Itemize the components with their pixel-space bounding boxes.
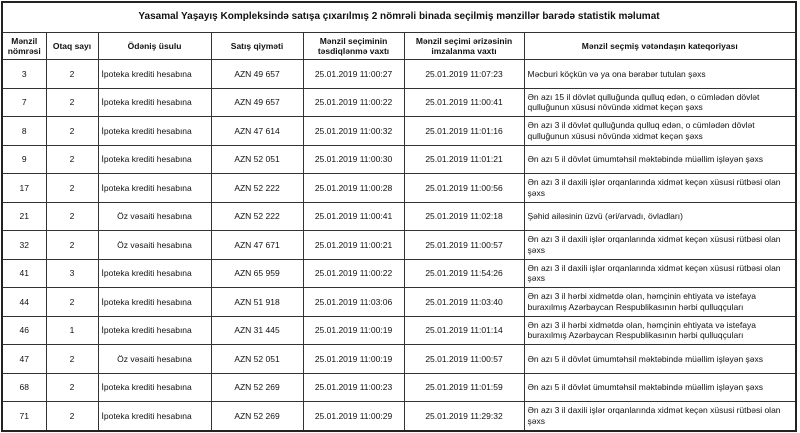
cell-price: AZN 52 222 [211, 174, 303, 203]
title-row [2, 2, 796, 33]
cell-apartment-no: 32 [2, 231, 46, 260]
cell-price: AZN 51 918 [211, 288, 303, 317]
cell-payment: Öz vəsaiti hesabına [98, 231, 211, 260]
cell-price: AZN 52 051 [211, 145, 303, 174]
cell-payment: Öz vəsaiti hesabına [98, 202, 211, 231]
col-header-sign-time: Mənzil seçimi ərizəsinin imzalanma vaxtı [404, 33, 524, 60]
cell-apartment-no: 21 [2, 202, 46, 231]
cell-rooms: 2 [46, 373, 98, 402]
cell-price: AZN 49 657 [211, 60, 303, 89]
cell-price: AZN 49 657 [211, 88, 303, 117]
table-body [2, 60, 796, 431]
cell-sign-time: 25.01.2019 11:54:26 [404, 259, 524, 288]
cell-rooms: 2 [46, 202, 98, 231]
cell-apartment-no: 44 [2, 288, 46, 317]
col-header-price: Satış qiyməti [211, 33, 303, 60]
cell-confirm-time: 25.01.2019 11:00:30 [303, 145, 404, 174]
cell-price: AZN 47 671 [211, 231, 303, 260]
table-row [2, 88, 796, 117]
cell-price: AZN 52 051 [211, 345, 303, 374]
cell-rooms: 1 [46, 316, 98, 345]
table-row [2, 373, 796, 402]
cell-sign-time: 25.01.2019 11:01:21 [404, 145, 524, 174]
cell-apartment-no: 68 [2, 373, 46, 402]
col-header-apartment-no: Mənzil nömrəsi [2, 33, 46, 60]
cell-confirm-time: 25.01.2019 11:00:22 [303, 88, 404, 117]
table-row [2, 259, 796, 288]
cell-category: Ən azı 3 il daxili işlər orqanlarında xidmət keçən xüsusi rütbəsi olan şəxs [524, 231, 796, 260]
cell-category: Ən azı 15 il dövlət qulluğunda qulluq edən, o cümlədən dövlət qulluğunun xüsusi növündə xidmət keçən şəxs [524, 88, 796, 117]
cell-confirm-time: 25.01.2019 11:00:19 [303, 345, 404, 374]
cell-apartment-no: 41 [2, 259, 46, 288]
cell-category: Şəhid ailəsinin üzvü (əri/arvadı, övladları) [524, 202, 796, 231]
col-header-category: Mənzil seçmiş vətəndaşın kateqoriyası [524, 33, 796, 60]
cell-rooms: 2 [46, 345, 98, 374]
col-header-confirm-time: Mənzil seçiminin təsdiqlənmə vaxtı [303, 33, 404, 60]
cell-confirm-time: 25.01.2019 11:00:27 [303, 60, 404, 89]
table-row [2, 316, 796, 345]
table-row [2, 402, 796, 431]
cell-confirm-time: 25.01.2019 11:00:23 [303, 373, 404, 402]
cell-sign-time: 25.01.2019 11:29:32 [404, 402, 524, 431]
cell-category: Ən azı 3 il daxili işlər orqanlarında xidmət keçən xüsusi rütbəsi olan şəxs [524, 402, 796, 431]
cell-rooms: 2 [46, 145, 98, 174]
cell-sign-time: 25.01.2019 11:07:23 [404, 60, 524, 89]
cell-confirm-time: 25.01.2019 11:00:29 [303, 402, 404, 431]
cell-category: Ən azı 5 il dövlət ümumtəhsil məktəbində müəllim işləyən şəxs [524, 373, 796, 402]
cell-apartment-no: 9 [2, 145, 46, 174]
table-row [2, 60, 796, 89]
cell-apartment-no: 3 [2, 60, 46, 89]
cell-apartment-no: 46 [2, 316, 46, 345]
table-row [2, 345, 796, 374]
col-header-rooms: Otaq sayı [46, 33, 98, 60]
cell-sign-time: 25.01.2019 11:03:40 [404, 288, 524, 317]
cell-category: Ən azı 3 il dövlət qulluğunda qulluq edən, o cümlədən dövlət qulluğunun xüsusi növündə xidmət keçən şəxs [524, 117, 796, 146]
table-row [2, 202, 796, 231]
cell-price: AZN 52 269 [211, 373, 303, 402]
cell-sign-time: 25.01.2019 11:00:56 [404, 174, 524, 203]
cell-price: AZN 47 614 [211, 117, 303, 146]
cell-price: AZN 65 959 [211, 259, 303, 288]
cell-price: AZN 52 269 [211, 402, 303, 431]
cell-sign-time: 25.01.2019 11:01:16 [404, 117, 524, 146]
cell-confirm-time: 25.01.2019 11:00:32 [303, 117, 404, 146]
cell-payment: İpoteka krediti hesabına [98, 117, 211, 146]
cell-category: Ən azı 3 il hərbi xidmətdə olan, həmçinin ehtiyata və istefaya buraxılmış Azərbaycan Respublikasının hərbi qulluqçuları [524, 288, 796, 317]
cell-apartment-no: 47 [2, 345, 46, 374]
cell-sign-time: 25.01.2019 11:01:14 [404, 316, 524, 345]
cell-confirm-time: 25.01.2019 11:03:06 [303, 288, 404, 317]
cell-rooms: 2 [46, 174, 98, 203]
cell-price: AZN 52 222 [211, 202, 303, 231]
cell-price: AZN 31 445 [211, 316, 303, 345]
cell-rooms: 2 [46, 231, 98, 260]
cell-category: Ən azı 5 il dövlət ümumtəhsil məktəbində müəllim işləyən şəxs [524, 345, 796, 374]
cell-sign-time: 25.01.2019 11:00:57 [404, 231, 524, 260]
table-row [2, 117, 796, 146]
cell-category: Ən azı 3 il daxili işlər orqanlarında xidmət keçən xüsusi rütbəsi olan şəxs [524, 259, 796, 288]
cell-apartment-no: 8 [2, 117, 46, 146]
col-header-payment: Ödəniş üsulu [98, 33, 211, 60]
table-row [2, 174, 796, 203]
cell-rooms: 2 [46, 60, 98, 89]
cell-category: Ən azı 3 il hərbi xidmətdə olan, həmçinin ehtiyata və istefaya buraxılmış Azərbaycan Respublikasının hərbi qulluqçuları [524, 316, 796, 345]
table-row [2, 288, 796, 317]
cell-confirm-time: 25.01.2019 11:00:19 [303, 316, 404, 345]
cell-category: Ən azı 5 il dövlət ümumtəhsil məktəbində müəllim işləyən şəxs [524, 145, 796, 174]
cell-apartment-no: 7 [2, 88, 46, 117]
cell-sign-time: 25.01.2019 11:00:57 [404, 345, 524, 374]
cell-payment: İpoteka krediti hesabına [98, 316, 211, 345]
cell-sign-time: 25.01.2019 11:01:59 [404, 373, 524, 402]
cell-confirm-time: 25.01.2019 11:00:41 [303, 202, 404, 231]
cell-rooms: 3 [46, 259, 98, 288]
cell-category: Məcburi köçkün və ya ona bərabər tutulan şəxs [524, 60, 796, 89]
cell-payment: İpoteka krediti hesabına [98, 402, 211, 431]
cell-confirm-time: 25.01.2019 11:00:28 [303, 174, 404, 203]
cell-apartment-no: 71 [2, 402, 46, 431]
table-row [2, 231, 796, 260]
cell-confirm-time: 25.01.2019 11:00:22 [303, 259, 404, 288]
table-row [2, 145, 796, 174]
cell-sign-time: 25.01.2019 11:02:18 [404, 202, 524, 231]
cell-sign-time: 25.01.2019 11:00:41 [404, 88, 524, 117]
cell-payment: İpoteka krediti hesabına [98, 145, 211, 174]
cell-rooms: 2 [46, 117, 98, 146]
apartments-table [1, 1, 797, 432]
cell-rooms: 2 [46, 402, 98, 431]
table-title: Yasamal Yaşayış Kompleksində satışa çıxarılmış 2 nömrəli binada seçilmiş mənzillər barədə statistik məlumat [2, 2, 796, 33]
cell-payment: Öz vəsaiti hesabına [98, 345, 211, 374]
header-row [2, 33, 796, 60]
cell-payment: İpoteka krediti hesabına [98, 373, 211, 402]
cell-confirm-time: 25.01.2019 11:00:21 [303, 231, 404, 260]
cell-rooms: 2 [46, 288, 98, 317]
cell-payment: İpoteka krediti hesabına [98, 259, 211, 288]
cell-apartment-no: 17 [2, 174, 46, 203]
cell-rooms: 2 [46, 88, 98, 117]
cell-payment: İpoteka krediti hesabına [98, 174, 211, 203]
cell-category: Ən azı 3 il daxili işlər orqanlarında xidmət keçən xüsusi rütbəsi olan şəxs [524, 174, 796, 203]
cell-payment: İpoteka krediti hesabına [98, 60, 211, 89]
cell-payment: İpoteka krediti hesabına [98, 288, 211, 317]
cell-payment: İpoteka krediti hesabına [98, 88, 211, 117]
